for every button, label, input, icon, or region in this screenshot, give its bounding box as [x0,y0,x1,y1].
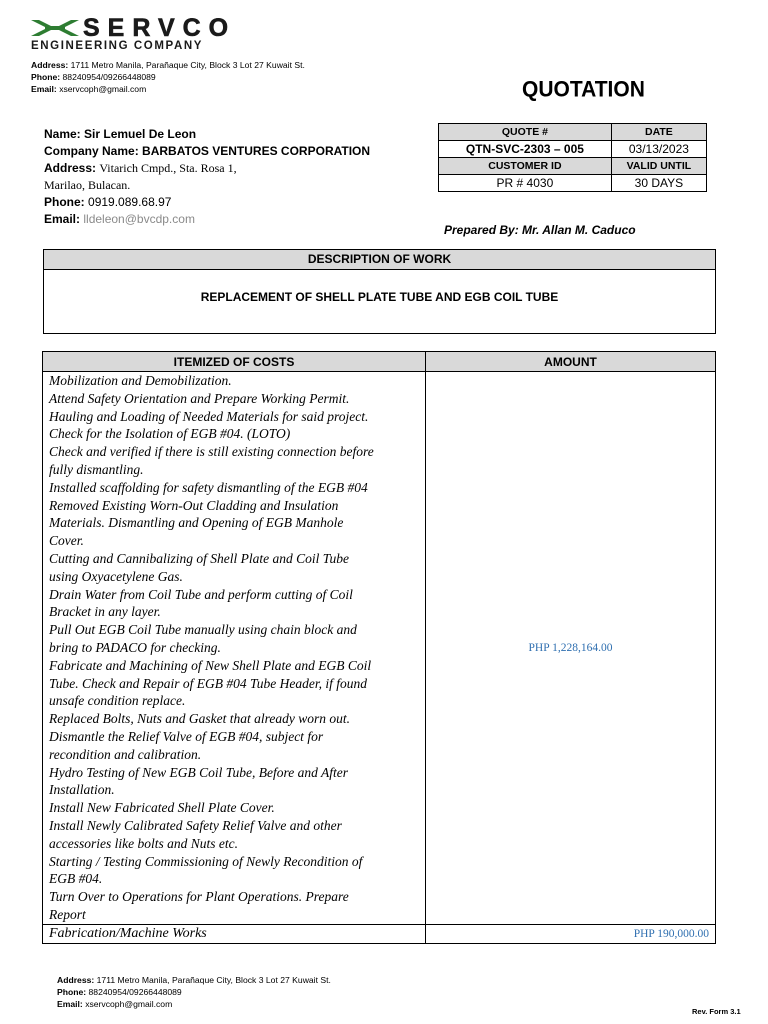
client-address-line1: Vitarich Cmpd., Sta. Rosa 1, [99,161,237,175]
item-line: using Oxyacetylene Gas. [49,568,183,584]
item-line: Starting / Testing Commissioning of Newly Recondition of [49,853,363,869]
client-phone: 0919.089.68.97 [88,195,172,209]
revision-form: Rev. Form 3.1 [692,1007,741,1016]
client-name: Sir Lemuel De Leon [84,127,197,141]
fabrication-label: Fabrication/Machine Works [43,924,426,943]
item-line: Attend Safety Orientation and Prepare Working Permit. [49,390,350,406]
fabrication-amount: PHP 190,000.00 [426,924,716,943]
item-list [43,372,426,925]
address-value: 1711 Metro Manila, Parañaque City, Block 3 Lot 27 Kuwait St. [70,60,305,70]
item-line: fully dismantling. [49,461,144,477]
main-amount: PHP 1,228,164.00 [426,372,716,925]
customer-id-header: CUSTOMER ID [439,158,612,175]
item-line: Replaced Bolts, Nuts and Gasket that already worn out. [49,711,350,727]
description-text: REPLACEMENT OF SHELL PLATE TUBE AND EGB COIL TUBE [200,290,559,304]
item-line: Cover. [49,533,84,549]
item-line: Check for the Isolation of EGB #04. (LOTO) [49,426,291,442]
client-email-label: Email: [44,212,81,226]
item-line: Hydro Testing of New EGB Coil Tube, Before and After [49,764,348,780]
description-header: DESCRIPTION OF WORK [44,250,715,270]
company-subtitle: ENGINEERING COMPANY [31,40,204,52]
address-value: 1711 Metro Manila, Parañaque City, Block 3 Lot 27 Kuwait St. [96,975,331,985]
document-title: QUOTATION [522,77,645,102]
email-label: Email: [31,84,57,94]
item-line: recondition and calibration. [49,746,202,762]
cost-table [42,351,716,944]
client-address-label: Address: [44,161,97,175]
quote-no-header: QUOTE # [439,124,612,141]
item-line: Bracket in any layer. [49,604,161,620]
date-header: DATE [611,124,706,141]
item-line: Installation. [49,782,115,798]
item-line: Hauling and Loading of Needed Materials for said project. [49,408,369,424]
item-line: Install New Fabricated Shell Plate Cover. [49,800,275,816]
client-info [44,126,370,228]
email-value: xservcoph@gmail.com [85,999,173,1009]
item-line: Installed scaffolding for safety dismantling of the EGB #04 [49,479,368,495]
amount-column-header: AMOUNT [426,352,716,372]
item-line: Cutting and Cannibalizing of Shell Plate and Coil Tube [49,550,350,566]
address-label: Address: [31,60,69,70]
quote-no-value: QTN-SVC-2303 – 005 [439,141,612,158]
servco-logo-icon [31,18,79,38]
valid-until-value: 30 DAYS [611,175,706,192]
item-line: Mobilization and Demobilization. [49,373,232,388]
item-line: EGB #04. [49,871,103,887]
item-line: Removed Existing Worn-Out Cladding and Insulation [49,497,339,513]
item-line: Fabricate and Machining of New Shell Plate and EGB Coil [49,657,372,673]
item-line: Install Newly Calibrated Safety Relief Valve and other [49,817,342,833]
item-line: bring to PADACO for checking. [49,639,221,655]
customer-id-value: PR # 4030 [439,175,612,192]
item-line: Dismantle the Relief Valve of EGB #04, subject for [49,728,324,744]
phone-value: 88240954/09266448089 [88,987,182,997]
email-label: Email: [57,999,83,1009]
client-company: BARBATOS VENTURES CORPORATION [142,144,371,158]
client-phone-label: Phone: [44,195,85,209]
address-label: Address: [57,975,95,985]
client-email: lldeleon@bvcdp.com [83,212,195,226]
item-line: Materials. Dismantling and Opening of EGB Manhole [49,515,344,531]
phone-value: 88240954/09266448089 [62,72,156,82]
client-name-label: Name: [44,127,81,141]
item-line: Pull Out EGB Coil Tube manually using chain block and [49,622,357,638]
prepared-by: Prepared By: Mr. Allan M. Caduco [444,223,636,237]
company-name-label: Company Name: [44,144,139,158]
table-row [43,372,716,925]
items-column-header: ITEMIZED OF COSTS [43,352,426,372]
item-line: Check and verified if there is still existing connection before [49,444,374,460]
item-line: unsafe condition replace. [49,693,186,709]
footer-contact [57,974,331,1010]
company-logo [31,14,331,54]
company-name: SERVCO [83,14,237,42]
quote-info-table [438,123,707,192]
item-line: Turn Over to Operations for Plant Operations. Prepare [49,889,349,905]
valid-until-header: VALID UNTIL [611,158,706,175]
description-box [43,249,716,334]
cost-table-header [43,352,716,372]
header-contact [31,59,305,95]
date-value: 03/13/2023 [611,141,706,158]
email-value: xservcoph@gmail.com [59,84,147,94]
phone-label: Phone: [31,72,61,82]
phone-label: Phone: [57,987,87,997]
item-line: Drain Water from Coil Tube and perform cutting of Coil [49,586,353,602]
table-row [43,924,716,943]
item-line: Tube. Check and Repair of EGB #04 Tube Header, if found [49,675,367,691]
item-line: Report [49,906,86,922]
client-address-line2: Marilao, Bulacan. [44,178,131,192]
item-line: accessories like bolts and Nuts etc. [49,835,238,851]
